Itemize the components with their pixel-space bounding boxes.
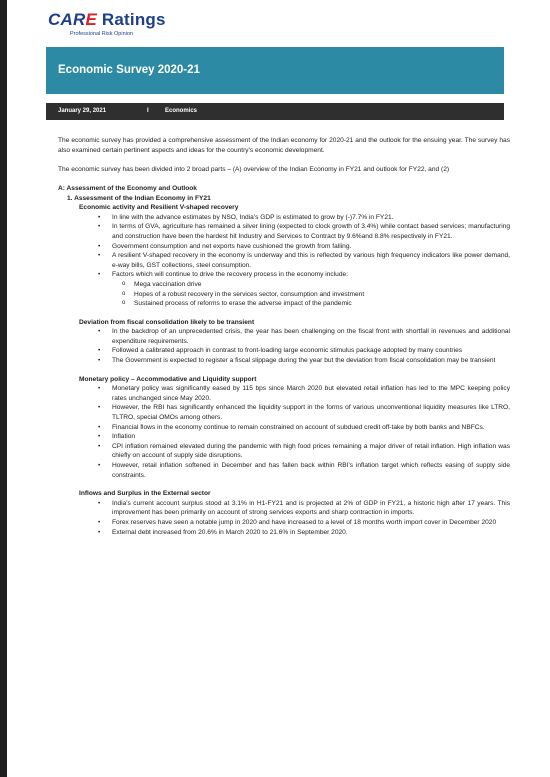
list-item: • However, retail inflation softened in December and has fallen back within RBI's inflation target which reflects easing of supply side constraints. (112, 461, 510, 480)
list-item (112, 270, 510, 308)
publish-date: January 29, 2021 (58, 108, 107, 114)
logo-care: CARE (48, 10, 97, 29)
bullet-list-fiscal (58, 327, 510, 365)
sub-list-item: o Mega vaccination drive (134, 280, 510, 290)
section-a-heading: A: Assessment of the Economy and Outlook (58, 184, 197, 192)
category-label: Economics (165, 108, 198, 114)
list-item: • Inflation (112, 432, 510, 442)
intro-paragraph-2: The economic survey has been divided into 2 broad parts – (A) overview of the Indian Economy in FY21 and outlook for FY22, and (2) (58, 165, 450, 173)
intro-paragraph-1: The economic survey has provided a comprehensive assessment of the Indian economy for 2020-21 and the outlook for the ensuing year. The survey has also examined certain pertinent aspects and ideas for the country's economic development. (58, 137, 510, 154)
title-banner (46, 47, 504, 94)
meta-strip (46, 103, 504, 120)
group-heading-monetary: Monetary policy – Accommodative and Liquidity support (79, 375, 257, 383)
sub-list-item: o Hopes of a robust recovery in the services sector, consumption and investment (134, 290, 510, 300)
logo-tagline: Professional Risk Opinion (70, 31, 133, 37)
group-heading-fiscal: Deviation from fiscal consolidation likely to be transient (79, 318, 255, 326)
list-item: • Financial flows in the economy continue to remain constrained on account of subdued credit off-take by both banks and NBFCs. (112, 423, 510, 433)
bullet-list-external (58, 499, 510, 537)
list-item: • However, the RBI has significantly enhanced the liquidity support in the forms of various unconventional liquidity measures like LTRO, TLTRO, special OMOs among others. (112, 403, 510, 422)
bullet-list-economic-activity (58, 213, 510, 309)
list-item: • Government consumption and net exports have cushioned the growth from falling. (112, 242, 510, 252)
logo-ratings: Ratings (101, 10, 166, 29)
list-item: • Followed a calibrated approach in contrast to front-loading large economic stimulus package adopted by many countries (112, 346, 510, 356)
list-item: • CPI inflation remained elevated during the pandemic with high food prices remaining a major driver of retail inflation. High inflation was chiefly on account of supply side disruptions. (112, 442, 510, 461)
logo-wordmark (48, 10, 166, 30)
subsection-1-heading: 1. Assessment of the Indian Economy in FY21 (67, 194, 211, 202)
list-item: • Forex reserves have seen a notable jump in 2020 and have increased to a level of 18 months worth import cover in December 2020 (112, 518, 510, 528)
left-edge-bar (0, 0, 7, 777)
list-item: • In terms of GVA, agriculture has remained a silver lining (expected to clock growth of 3.4%) while contact based services; manufacturing and construction have been the hardest hit Industry and Services to Contract by 9.6%and 8.8% respectively in FY21. (112, 222, 510, 241)
logo-care-e: E (85, 10, 97, 29)
list-item: • In the backdrop of an unprecedented crisis, the year has been challenging on the fiscal front with shortfall in revenues and additional expenditure requirements. (112, 327, 510, 346)
list-item: • A resilient V-shaped recovery in the economy is underway and this is reflected by various high frequency indicators like power demand, e-way bills, GST collections, steel consumption. (112, 251, 510, 270)
sub-list-recovery-drivers (112, 280, 510, 309)
list-item: • In line with the advance estimates by NSO, India's GDP is estimated to grow by (-)7.7% in FY21. (112, 213, 510, 223)
meta-separator: I (147, 108, 149, 114)
group-heading-economic-activity: Economic activity and Resilient V-shaped recovery (79, 204, 239, 212)
list-item: • India's current account surplus stood at 3.1% in H1-FY21 and is projected at 2% of GDP in FY21, a historic high after 17 years. This improvement has been primarily on account of strong services exports and sharp contraction in imports. (112, 499, 510, 518)
document-body (58, 136, 510, 537)
sub-list-item: o Sustained process of reforms to erase the adverse impact of the pandemic (134, 299, 510, 309)
group-heading-external: Inflows and Surplus in the External sector (79, 490, 211, 498)
list-item: • Monetary policy was significantly eased by 115 bps since March 2020 but elevated retail inflation has led to the MPC keeping policy rates unchanged since May 2020. (112, 384, 510, 403)
list-item-text: Factors which will continue to drive the recovery process in the economy include: (112, 271, 349, 279)
list-item: • External debt increased from 20.6% in March 2020 to 21.6% in September 2020. (112, 528, 510, 538)
bullet-list-monetary (58, 384, 510, 480)
list-item: • The Government is expected to register a fiscal slippage during the year but the deviation from fiscal consolidation may be transient (112, 356, 510, 366)
page-title: Economic Survey 2020-21 (58, 64, 200, 76)
care-ratings-logo (48, 10, 208, 44)
